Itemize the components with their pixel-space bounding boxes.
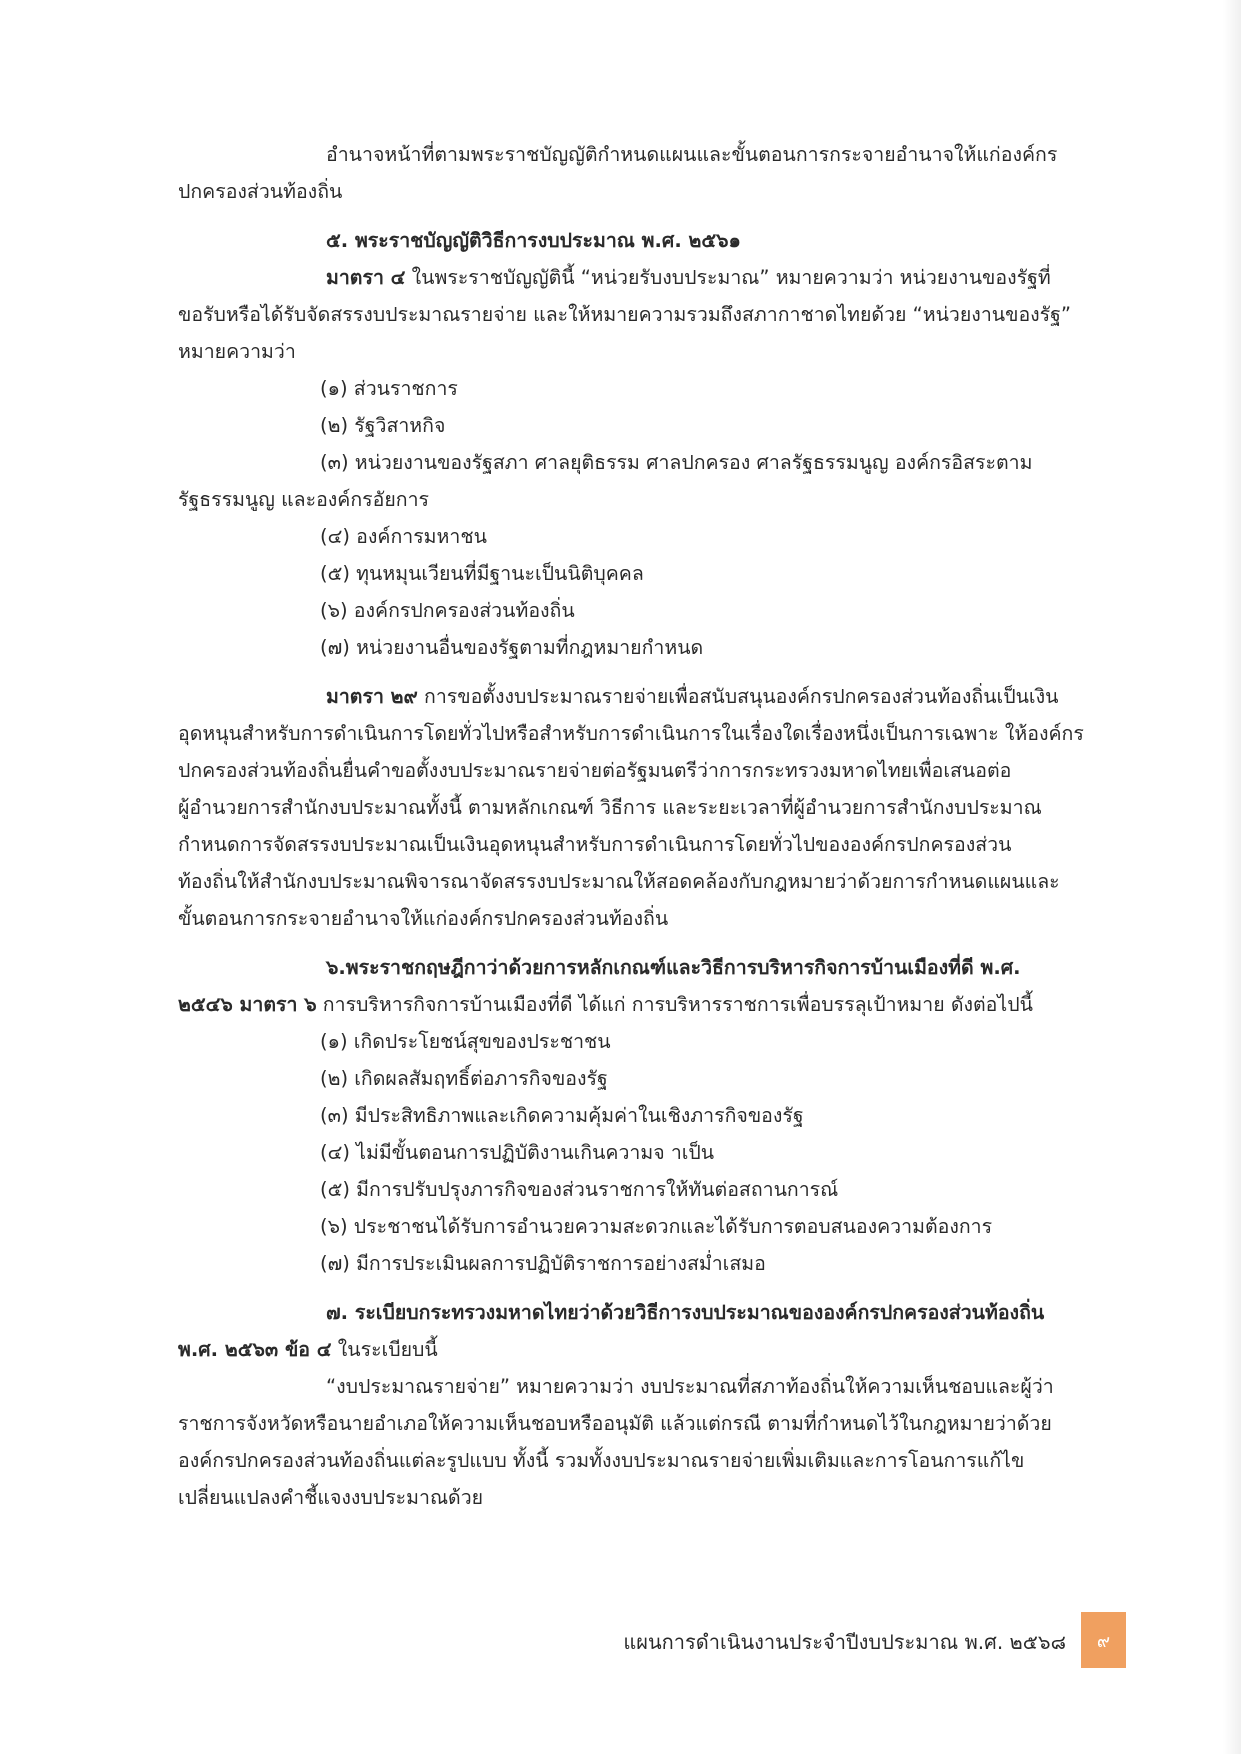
list-item: (๗) มีการประเมินผลการปฏิบัติราชการอย่างสม่ำเสมอ [320, 1252, 766, 1275]
body-line: ท้องถิ่นให้สำนักงบประมาณพิจารณาจัดสรรงบประมาณให้สอดคล้องกับกฎหมายว่าด้วยการกำหนดแผนและ [178, 870, 1060, 893]
body-line: อุดหนุนสำหรับการดำเนินการโดยทั่วไปหรือสำหรับการดำเนินการในเรื่องใดเรื่องหนึ่งเป็นการเฉพาะ ให้องค์กร [178, 722, 1084, 745]
list-item: (๔) องค์การมหาชน [320, 525, 487, 548]
body-line: กำหนดการจัดสรรงบประมาณเป็นเงินอุดหนุนสำหรับการดำเนินการโดยทั่วไปขององค์กรปกครองส่วน [178, 833, 1012, 856]
list-item: (๖) องค์กรปกครองส่วนท้องถิ่น [320, 599, 575, 622]
list-item: (๕) มีการปรับปรุงภารกิจของส่วนราชการให้ทันต่อสถานการณ์ [320, 1178, 839, 1201]
page-footer [0, 1612, 1241, 1668]
section-lead: มาตรา ๒๙ [326, 685, 418, 708]
body-line: ขั้นตอนการกระจายอำนาจให้แก่องค์กรปกครองส่วนท้องถิ่น [178, 907, 669, 930]
body-line: อำนาจหน้าที่ตามพระราชบัญญัติกำหนดแผนและขั้นตอนการกระจายอำนาจให้แก่องค์กร [326, 143, 1058, 166]
list-item: (๒) รัฐวิสาหกิจ [320, 414, 446, 437]
body-line: ปกครองส่วนท้องถิ่นยื่นคำขอตั้งงบประมาณรายจ่ายต่อรัฐมนตรีว่าการกระทรวงมหาดไทยเพื่อเสนอต่อ [178, 759, 1012, 782]
body-line [178, 259, 1118, 296]
body-line: “งบประมาณรายจ่าย” หมายความว่า งบประมาณที่สภาท้องถิ่นให้ความเห็นชอบและผู้ว่า [326, 1375, 1054, 1398]
body-line: เปลี่ยนแปลงคำชี้แจงงบประมาณด้วย [178, 1486, 484, 1509]
body-text: การบริหารกิจการบ้านเมืองที่ดี ได้แก่ การบริหารราชการเพื่อบรรลุเป้าหมาย ดังต่อไปนี้ [316, 993, 1033, 1016]
body-line: ปกครองส่วนท้องถิ่น [178, 180, 343, 203]
section-lead: มาตรา ๔ [326, 266, 406, 289]
body-line: รัฐธรรมนูญ และองค์กรอัยการ [178, 488, 429, 511]
list-item: (๕) ทุนหมุนเวียนที่มีฐานะเป็นนิติบุคคล [320, 562, 644, 585]
body-line: ราชการจังหวัดหรือนายอำเภอให้ความเห็นชอบหรืออนุมัติ แล้วแต่กรณี ตามที่กำหนดไว้ในกฎหมายว่าด้วย [178, 1412, 1052, 1435]
body-text: ในระเบียบนี้ [331, 1338, 438, 1361]
body-line: หมายความว่า [178, 340, 296, 363]
section-heading: ๗. ระเบียบกระทรวงมหาดไทยว่าด้วยวิธีการงบประมาณขององค์กรปกครองส่วนท้องถิ่น [326, 1301, 1045, 1324]
body-line: องค์กรปกครองส่วนท้องถิ่นแต่ละรูปแบบ ทั้งนี้ รวมทั้งงบประมาณรายจ่ายเพิ่มเติมและการโอนการแก้ไข [178, 1449, 1025, 1472]
page-edge [1223, 0, 1241, 1754]
list-item: (๓) หน่วยงานของรัฐสภา ศาลยุติธรรม ศาลปกครอง ศาลรัฐธรรมนูญ องค์กรอิสระตาม [320, 451, 1033, 474]
list-item: (๔) ไม่มีขั้นตอนการปฏิบัติงานเกินความจ าเป็น [320, 1141, 715, 1164]
list-item: (๑) ส่วนราชการ [320, 377, 458, 400]
body-text: ในพระราชบัญญัตินี้ “หน่วยรับงบประมาณ” หมายความว่า หน่วยงานของรัฐที่ [405, 266, 1051, 289]
document-body [178, 136, 1118, 1516]
list-item: (๗) หน่วยงานอื่นของรัฐตามที่กฎหมายกำหนด [320, 636, 704, 659]
list-item: (๒) เกิดผลสัมฤทธิ์ต่อภารกิจของรัฐ [320, 1067, 608, 1090]
body-line: ผู้อำนวยการสำนักงบประมาณทั้งนี้ ตามหลักเกณฑ์ วิธีการ และระยะเวลาที่ผู้อำนวยการสำนักงบประมาณ [178, 796, 1042, 819]
section-lead: ๒๕๔๖ มาตรา ๖ [178, 993, 317, 1016]
body-line [178, 1331, 1118, 1368]
body-line [178, 678, 1118, 715]
list-item: (๖) ประชาชนได้รับการอำนวยความสะดวกและได้รับการตอบสนองความต้องการ [320, 1215, 993, 1238]
body-line [178, 986, 1118, 1023]
section-heading: ๖.พระราชกฤษฎีกาว่าด้วยการหลักเกณฑ์และวิธีการบริหารกิจการบ้านเมืองที่ดี พ.ศ. [326, 956, 1021, 979]
footer-title: แผนการดำเนินงานประจำปีงบประมาณ พ.ศ. ๒๕๖๘ [623, 1630, 1066, 1654]
body-text: การขอตั้งงบประมาณรายจ่ายเพื่อสนับสนุนองค์กรปกครองส่วนท้องถิ่นเป็นเงิน [417, 685, 1059, 708]
section-heading: ๕. พระราชบัญญัติวิธีการงบประมาณ พ.ศ. ๒๕๖๑ [326, 229, 741, 252]
list-item: (๑) เกิดประโยชน์สุขของประชาชน [320, 1030, 611, 1053]
body-line: ขอรับหรือได้รับจัดสรรงบประมาณรายจ่าย และให้หมายความรวมถึงสภากาชาดไทยด้วย “หน่วยงานของรัฐ” [178, 303, 1072, 326]
list-item: (๓) มีประสิทธิภาพและเกิดความคุ้มค่าในเชิงภารกิจของรัฐ [320, 1104, 804, 1127]
page-number-badge: ๙ [1081, 1612, 1126, 1668]
section-lead: พ.ศ. ๒๕๖๓ ข้อ ๔ [178, 1338, 332, 1361]
